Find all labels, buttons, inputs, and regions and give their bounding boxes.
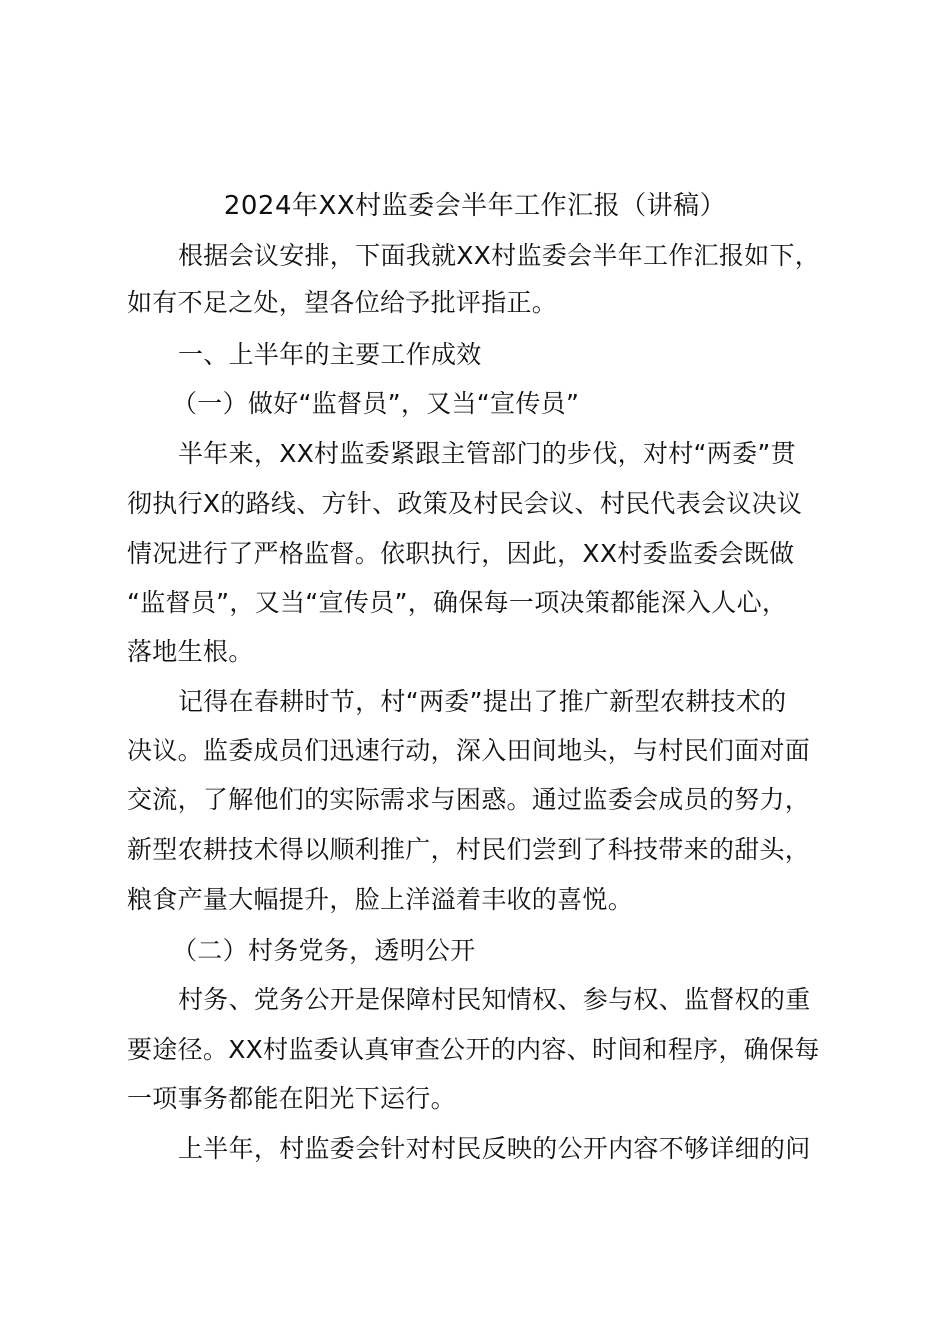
paragraph-line: 村务、党务公开是保障村民知情权、参与权、监督权的重 [178,985,811,1014]
document-title: 2024年XX村监委会半年工作汇报（讲稿） [223,191,727,221]
paragraph-line: 要途径。XX村监委认真审查公开的内容、时间和程序，确保每 [127,1035,820,1064]
section-heading: 一、上半年的主要工作成效 [178,340,482,369]
paragraph-line: 根据会议安排，下面我就XX村监委会半年工作汇报如下， [178,241,821,270]
paragraph-line: 彻执行X的路线、方针、政策及村民会议、村民代表会议决议 [127,489,803,518]
subsection-heading: （一）做好“监督员”，又当“宣传员” [172,389,580,418]
paragraph-line: 交流，了解他们的实际需求与困惑。通过监委会成员的努力， [127,785,811,814]
paragraph-line: 半年来，XX村监委紧跟主管部门的步伐，对村“两委”贯 [178,439,796,468]
paragraph-line: 一项事务都能在阳光下运行。 [127,1084,456,1113]
paragraph-line: 情况进行了严格监督。依职执行，因此，XX村委监委会既做 [127,539,795,568]
paragraph-line: 新型农耕技术得以顺利推广，村民们尝到了科技带来的甜头， [127,835,811,864]
paragraph-line: 落地生根。 [127,637,254,666]
paragraph-line: 上半年，村监委会针对村民反映的公开内容不够详细的问 [178,1134,811,1163]
paragraph-line: “监督员”，又当“宣传员”，确保每一项决策都能深入人心， [127,588,788,617]
paragraph-line: 如有不足之处，望各位给予批评指正。 [127,288,558,317]
paragraph-line: 粮食产量大幅提升，脸上洋溢着丰收的喜悦。 [127,885,634,914]
paragraph-line: 决议。监委成员们迅速行动，深入田间地头，与村民们面对面 [127,736,811,765]
paragraph-line: 记得在春耕时节，村“两委”提出了推广新型农耕技术的 [178,687,787,716]
subsection-heading: （二）村务党务，透明公开 [172,936,476,965]
